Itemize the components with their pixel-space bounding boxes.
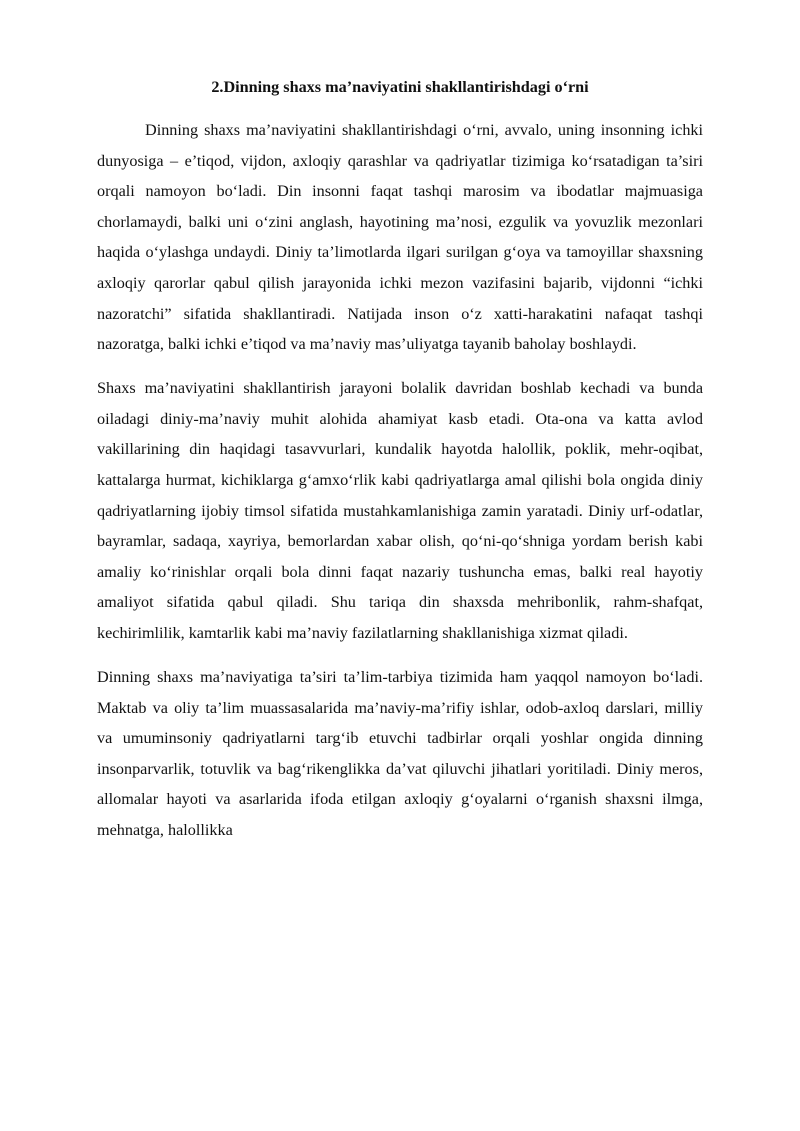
- paragraph-1: Dinning shaxs ma’naviyatini shakllantirishdagi o‘rni, avvalo, uning insonning ichki dunyosiga – e’tiqod, vijdon, axloqiy qarashlar va qadriyatlar tizimiga ko‘rsatadigan ta’siri orqali namoyon bo‘ladi. Din insonni faqat tashqi marosim va ibodatlar majmuasiga chorlamaydi, balki uni o‘zini anglash, hayotining ma’nosi, ezgulik va yovuzlik mezonlari haqida o‘ylashga undaydi. Diniy ta’limotlarda ilgari surilgan g‘oya va tamoyillar shaxsning axloqiy qarorlar qabul qilish jarayonida ichki mezon vazifasini bajarib, vijdonni “ichki nazoratchi” sifatida shakllantiradi. Natijada inson o‘z xatti-harakatini nafaqat tashqi nazoratga, balki ichki e’tiqod va ma’naviy mas’uliyatga tayanib baholay boshlaydi.: [97, 121, 703, 354]
- paragraph-2: Shaxs ma’naviyatini shakllantirish jarayoni bolalik davridan boshlab kechadi va bunda oiladagi diniy-ma’naviy muhit alohida ahamiyat kasb etadi. Ota-ona va katta avlod vakillarining din haqidagi tasavvurlari, kundalik hayotda halollik, poklik, mehr-oqibat, kattalarga hurmat, kichiklarga g‘amxo‘rlik kabi qadriyatlarga amal qilishi bola ongida diniy qadriyatlarning ijobiy timsol sifatida mustahkamlanishiga zamin yaratadi. Diniy urf-odatlar, bayramlar, sadaqa, xayriya, bemorlardan xabar olish, qo‘ni-qo‘shniga yordam berish kabi amaliy ko‘rinishlar orqali bola dinni faqat nazariy tushuncha emas, balki real hayotiy amaliyot sifatida qabul qiladi. Shu tariqa din shaxsda mehribonlik, rahm-shafqat, kechirimlilik, kamtarlik kabi ma’naviy fazilatlarning shakllanishiga xizmat qiladi.: [97, 379, 703, 642]
- paragraph-3: Dinning shaxs ma’naviyatiga ta’siri ta’lim-tarbiya tizimida ham yaqqol namoyon bo‘ladi. Maktab va oliy ta’lim muassasalarida ma’naviy-ma’rifiy ishlar, odob-axloq darslari, milliy va umuminsoniy qadriyatlarni targ‘ib etuvchi tadbirlar orqali yoshlar ongida dinning insonparvarlik, totuvlik va bag‘rikenglikka da’vat qiluvchi jihatlari yoritiladi. Diniy meros, allomalar hayoti va asarlarida ifoda etilgan axloqiy g‘oyalarni o‘rganish shaxsni ilmga, mehnatga, halollikka: [97, 668, 703, 840]
- document-body: [97, 72, 703, 859]
- section-title: 2.Dinning shaxs ma’naviyatini shakllantirishdagi o‘rni: [211, 78, 589, 96]
